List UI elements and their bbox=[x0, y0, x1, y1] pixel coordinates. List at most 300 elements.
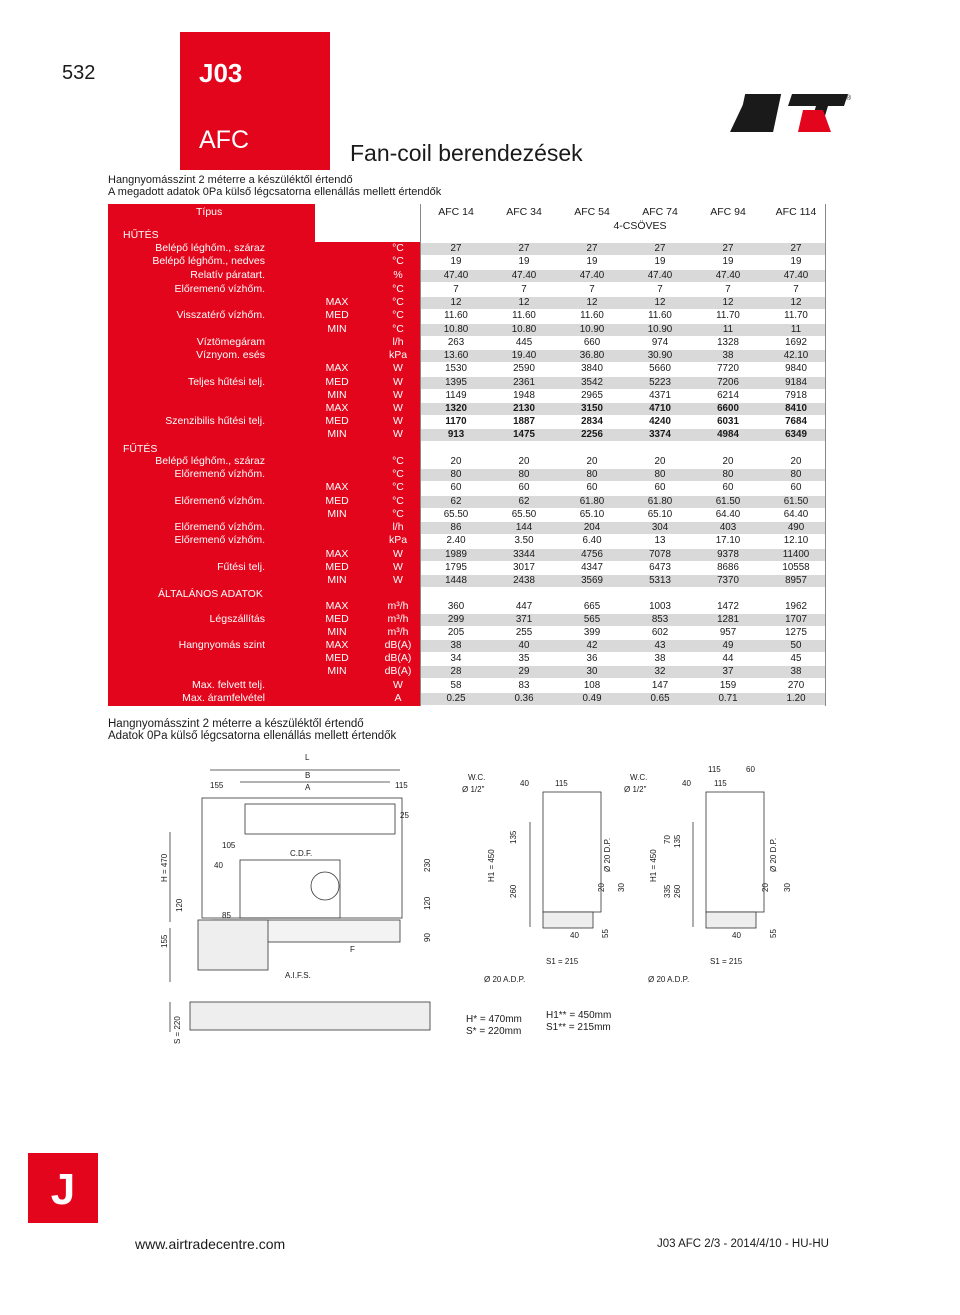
table-cell: 399 bbox=[583, 627, 601, 638]
table-cell: 7918 bbox=[785, 390, 807, 401]
page-subtitle: Fan-coil berendezések bbox=[350, 140, 583, 166]
dim-260a: 260 bbox=[509, 884, 518, 898]
table-cell: 60 bbox=[790, 482, 802, 493]
code-title: J03 bbox=[199, 58, 243, 88]
section-general: ÁLTALÁNOS ADATOK bbox=[158, 588, 263, 600]
table-column-header: AFC 14 bbox=[438, 206, 474, 218]
row-level: MIN bbox=[327, 508, 347, 520]
row-unit: °C bbox=[392, 455, 404, 467]
table-cell: 205 bbox=[447, 627, 465, 638]
table-cell: 11.70 bbox=[716, 310, 740, 321]
table-cell: 11.60 bbox=[444, 310, 468, 321]
table-cell: 64.40 bbox=[715, 509, 741, 520]
table-cell: 65.50 bbox=[443, 509, 469, 520]
footer-url[interactable]: www.airtradecentre.com bbox=[135, 1236, 286, 1252]
dim-120: 120 bbox=[175, 898, 184, 912]
row-level: MIN bbox=[327, 574, 347, 586]
table-cell: 11400 bbox=[782, 549, 810, 560]
table-cell: 2130 bbox=[513, 403, 535, 414]
table-cell: 1989 bbox=[445, 549, 467, 560]
table-cell: 10.90 bbox=[579, 324, 605, 335]
table-cell: 1472 bbox=[717, 601, 739, 612]
table-cell: 1395 bbox=[445, 377, 467, 388]
dim-s1a: S1 = 215 bbox=[546, 957, 579, 966]
table-cell: 12 bbox=[518, 297, 530, 308]
legend-s1: S1** = 215mm bbox=[546, 1022, 611, 1033]
table-cell: 1.20 bbox=[786, 693, 806, 704]
row-unit: °C bbox=[392, 242, 404, 254]
row-label: Belépő léghőm., száraz bbox=[155, 242, 265, 254]
table-cell: 83 bbox=[518, 680, 530, 691]
table-cell: 7078 bbox=[649, 549, 671, 560]
table-cell: 159 bbox=[719, 680, 737, 691]
dim-20a: 20 bbox=[597, 883, 606, 892]
table-cell: 5313 bbox=[649, 575, 671, 586]
table-cell: 12 bbox=[586, 297, 598, 308]
table-cell: 403 bbox=[719, 522, 737, 533]
table-cell: 80 bbox=[518, 469, 530, 480]
dim-A: A bbox=[305, 783, 311, 792]
table-cell: 30 bbox=[586, 666, 598, 677]
table-cell: 7 bbox=[793, 284, 799, 295]
table-cell: 7684 bbox=[785, 416, 807, 427]
table-cell: 64.40 bbox=[783, 509, 809, 520]
table-cell: 1962 bbox=[785, 601, 807, 612]
table-cell: 304 bbox=[651, 522, 669, 533]
table-cell: 47.40 bbox=[783, 270, 809, 281]
dim-115: 115 bbox=[395, 781, 408, 790]
table-cell: 60 bbox=[654, 482, 666, 493]
label-dia1: Ø 1/2" bbox=[462, 785, 485, 794]
table-cell: 86 bbox=[450, 522, 462, 533]
row-unit: kPa bbox=[388, 349, 408, 361]
table-cell: 1948 bbox=[513, 390, 535, 401]
row-label: Fűtési telj. bbox=[217, 561, 265, 573]
table-cell: 1170 bbox=[445, 416, 467, 427]
row-label: Előremenő vízhőm. bbox=[174, 283, 265, 295]
row-label: Belépő léghőm., száraz bbox=[155, 455, 265, 467]
model-title: AFC bbox=[199, 126, 249, 154]
row-unit: °C bbox=[392, 468, 404, 480]
table-cell: 7 bbox=[453, 284, 459, 295]
table-cell: 913 bbox=[447, 429, 465, 440]
table-cell: 80 bbox=[586, 469, 598, 480]
table-cell: 565 bbox=[583, 614, 601, 625]
table-cell: 6214 bbox=[717, 390, 739, 401]
table-frame bbox=[420, 204, 826, 706]
label-cdf: C.D.F. bbox=[290, 849, 313, 858]
table-cell: 4984 bbox=[717, 429, 739, 440]
dim-30a: 30 bbox=[617, 883, 626, 892]
dim-135b: 135 bbox=[673, 834, 682, 848]
dim-55a: 55 bbox=[601, 929, 610, 938]
table-cell: 11.60 bbox=[648, 310, 672, 321]
table-cell: 1281 bbox=[717, 614, 739, 625]
row-label: Hangnyomás szint bbox=[178, 639, 265, 651]
table-cell: 10.90 bbox=[647, 324, 673, 335]
table-cell: 27 bbox=[790, 243, 802, 254]
table-cell: 38 bbox=[790, 666, 802, 677]
table-cell: 957 bbox=[719, 627, 737, 638]
table-cell: 65.10 bbox=[647, 509, 673, 520]
table-column-header: AFC 74 bbox=[642, 206, 678, 218]
legend-s: S* = 220mm bbox=[466, 1026, 522, 1037]
row-unit: W bbox=[393, 415, 403, 427]
dim-115b: 115 bbox=[708, 765, 721, 774]
page-number: 532 bbox=[62, 62, 96, 84]
row-level: MIN bbox=[327, 626, 347, 638]
table-cell: 60 bbox=[586, 482, 598, 493]
table-cell: 13 bbox=[654, 535, 666, 546]
label-f: F bbox=[350, 945, 355, 954]
table-cell: 602 bbox=[651, 627, 669, 638]
table-cell: 108 bbox=[583, 680, 601, 691]
row-unit: dB(A) bbox=[384, 652, 412, 664]
table-cell: 12 bbox=[450, 297, 462, 308]
label-aifs: A.I.F.S. bbox=[285, 971, 311, 980]
row-unit: m³/h bbox=[387, 600, 409, 612]
dim-155: 155 bbox=[210, 781, 224, 790]
table-cell: 4756 bbox=[581, 549, 603, 560]
table-column-header: AFC 54 bbox=[574, 206, 610, 218]
dim-s1b: S1 = 215 bbox=[710, 957, 743, 966]
table-cell: 13.60 bbox=[443, 350, 469, 361]
row-level: MAX bbox=[325, 481, 349, 493]
table-cell: 27 bbox=[586, 243, 598, 254]
table-cell: 447 bbox=[515, 601, 533, 612]
table-cell: 60 bbox=[518, 482, 530, 493]
dim-40d: 40 bbox=[732, 931, 741, 940]
table-cell: 8686 bbox=[717, 562, 739, 573]
table-cell: 1707 bbox=[785, 614, 807, 625]
table-cell: 7720 bbox=[717, 363, 739, 374]
table-cell: 49 bbox=[722, 640, 734, 651]
table-cell: 1530 bbox=[445, 363, 467, 374]
row-unit: W bbox=[393, 428, 403, 440]
legend-h1: H1** = 450mm bbox=[546, 1010, 612, 1021]
table-cell: 853 bbox=[651, 614, 669, 625]
dim-70: 70 bbox=[663, 835, 672, 844]
table-cell: 19 bbox=[654, 256, 666, 267]
table-cell: 144 bbox=[515, 522, 533, 533]
row-level: MED bbox=[325, 376, 349, 388]
row-level: MIN bbox=[327, 428, 347, 440]
dim-115a: 115 bbox=[555, 779, 568, 788]
row-unit: W bbox=[393, 548, 403, 560]
table-cell: 665 bbox=[583, 601, 601, 612]
table-cell: 2361 bbox=[513, 377, 535, 388]
footer-reference: J03 AFC 2/3 - 2014/4/10 - HU-HU bbox=[657, 1238, 829, 1250]
dim-85: 85 bbox=[222, 911, 231, 920]
table-cell: 60 bbox=[722, 482, 734, 493]
legend-h: H* = 470mm bbox=[466, 1014, 522, 1025]
table-cell: 12 bbox=[654, 297, 666, 308]
row-label: Belépő léghőm., nedves bbox=[152, 255, 265, 267]
dim-90: 90 bbox=[423, 933, 432, 942]
table-cell: 61.80 bbox=[579, 496, 605, 507]
table-cell: 11 bbox=[790, 324, 802, 335]
row-unit: dB(A) bbox=[384, 665, 412, 677]
dim-230: 230 bbox=[423, 858, 432, 872]
row-unit: dB(A) bbox=[384, 639, 412, 651]
table-cell: 20 bbox=[586, 456, 598, 467]
table-cell: 38 bbox=[450, 640, 462, 651]
table-cell: 44 bbox=[722, 653, 734, 664]
row-level: MED bbox=[325, 652, 349, 664]
table-cell: 3017 bbox=[513, 562, 535, 573]
row-unit: °C bbox=[392, 255, 404, 267]
table-cell: 19 bbox=[518, 256, 530, 267]
dim-335: 335 bbox=[663, 884, 672, 898]
table-cell: 27 bbox=[654, 243, 666, 254]
row-unit: W bbox=[393, 389, 403, 401]
table-cell: 60 bbox=[450, 482, 462, 493]
row-unit: °C bbox=[392, 481, 404, 493]
row-unit: °C bbox=[392, 309, 404, 321]
row-label: Víznyom. esés bbox=[196, 349, 265, 361]
row-label: Max. áramfelvétel bbox=[182, 692, 265, 704]
table-cell: 80 bbox=[722, 469, 734, 480]
table-cell: 34 bbox=[450, 653, 462, 664]
table-cell: 35 bbox=[518, 653, 530, 664]
table-cell: 38 bbox=[722, 350, 734, 361]
table-cell: 255 bbox=[515, 627, 533, 638]
svg-text:®: ® bbox=[846, 95, 852, 102]
row-level: MED bbox=[325, 561, 349, 573]
row-unit: kPa bbox=[388, 534, 408, 546]
table-cell: 19 bbox=[722, 256, 734, 267]
table-cell: 263 bbox=[447, 337, 465, 348]
table-cell: 2438 bbox=[513, 575, 535, 586]
table-cell: 40 bbox=[518, 640, 530, 651]
dim-260b: 260 bbox=[673, 884, 682, 898]
row-level: MAX bbox=[325, 600, 349, 612]
label-adp2: Ø 20 A.D.P. bbox=[648, 975, 690, 984]
table-cell: 1320 bbox=[445, 403, 467, 414]
table-cell: 3.50 bbox=[514, 535, 534, 546]
table-cell: 371 bbox=[515, 614, 533, 625]
table-cell: 30.90 bbox=[647, 350, 673, 361]
table-cell: 12 bbox=[722, 297, 734, 308]
note-mid: Hangnyomásszint 2 méterre a készüléktől értendő Adatok 0Pa külső légcsatorna ellenállás mellett értendők bbox=[108, 718, 397, 742]
row-unit: °C bbox=[392, 323, 404, 335]
dim-40b: 40 bbox=[570, 931, 579, 940]
table-cell: 65.10 bbox=[579, 509, 605, 520]
dim-115c: 115 bbox=[714, 779, 727, 788]
row-label: Előremenő vízhőm. bbox=[174, 534, 265, 546]
row-level: MIN bbox=[327, 389, 347, 401]
table-cell: 80 bbox=[654, 469, 666, 480]
technical-drawing bbox=[150, 752, 830, 1052]
atc-logo bbox=[728, 90, 854, 136]
row-unit: W bbox=[393, 679, 403, 691]
table-cell: 147 bbox=[651, 680, 669, 691]
table-cell: 9840 bbox=[785, 363, 807, 374]
row-unit: m³/h bbox=[387, 613, 409, 625]
table-cell: 9378 bbox=[717, 549, 739, 560]
row-unit: l/h bbox=[392, 521, 404, 533]
dim-135a: 135 bbox=[509, 830, 518, 844]
table-cell: 47.40 bbox=[511, 270, 537, 281]
table-cell: 12 bbox=[790, 297, 802, 308]
table-cell: 5660 bbox=[649, 363, 671, 374]
label-dp2: Ø 20 D.P. bbox=[769, 837, 778, 872]
table-column-header: AFC 94 bbox=[710, 206, 746, 218]
dim-30b: 30 bbox=[783, 883, 792, 892]
table-cell: 20 bbox=[722, 456, 734, 467]
row-label: Visszatérő vízhőm. bbox=[176, 309, 265, 321]
table-cell: 36.80 bbox=[579, 350, 605, 361]
row-unit: W bbox=[393, 376, 403, 388]
table-cell: 80 bbox=[790, 469, 802, 480]
table-cell: 1149 bbox=[445, 390, 467, 401]
table-cell: 61.50 bbox=[783, 496, 809, 507]
row-unit: °C bbox=[392, 283, 404, 295]
table-cell: 1475 bbox=[513, 429, 535, 440]
table-cell: 62 bbox=[450, 496, 462, 507]
table-type-label: Típus bbox=[196, 206, 223, 218]
table-cell: 47.40 bbox=[647, 270, 673, 281]
table-cell: 61.80 bbox=[647, 496, 673, 507]
row-level: MAX bbox=[325, 402, 349, 414]
label-dia2: Ø 1/2" bbox=[624, 785, 647, 794]
row-unit: % bbox=[393, 269, 403, 281]
table-cell: 62 bbox=[518, 496, 530, 507]
table-cell: 7206 bbox=[717, 377, 739, 388]
table-cell: 6600 bbox=[717, 403, 739, 414]
row-label: Előremenő vízhőm. bbox=[174, 495, 265, 507]
table-cell: 58 bbox=[450, 680, 462, 691]
table-cell: 204 bbox=[583, 522, 601, 533]
table-cell: 7 bbox=[521, 284, 527, 295]
table-cell: 19.40 bbox=[511, 350, 537, 361]
table-cell: 3569 bbox=[581, 575, 603, 586]
table-cell: 2.40 bbox=[446, 535, 466, 546]
table-cell: 0.65 bbox=[650, 693, 670, 704]
row-label: Előremenő vízhőm. bbox=[174, 521, 265, 533]
table-cell: 11 bbox=[722, 324, 734, 335]
row-unit: W bbox=[393, 561, 403, 573]
dim-h1a: H1 = 450 bbox=[487, 849, 496, 882]
table-cell: 10558 bbox=[782, 562, 810, 573]
table-cell: 8410 bbox=[785, 403, 807, 414]
dim-B: B bbox=[305, 771, 311, 780]
table-cell: 17.10 bbox=[715, 535, 741, 546]
table-cell: 11.70 bbox=[784, 310, 808, 321]
table-cell: 2834 bbox=[581, 416, 603, 427]
table-cell: 9184 bbox=[785, 377, 807, 388]
table-cell: 10.80 bbox=[511, 324, 537, 335]
table-cell: 7370 bbox=[717, 575, 739, 586]
label-wc2: W.C. bbox=[630, 773, 648, 782]
dim-L: L bbox=[305, 753, 310, 762]
table-cell: 27 bbox=[722, 243, 734, 254]
row-unit: W bbox=[393, 402, 403, 414]
table-cell: 3344 bbox=[513, 549, 535, 560]
table-cell: 37 bbox=[722, 666, 734, 677]
table-cell: 7 bbox=[725, 284, 731, 295]
row-level: MAX bbox=[325, 548, 349, 560]
table-cell: 1795 bbox=[445, 562, 467, 573]
row-label: Relatív páratart. bbox=[190, 269, 265, 281]
table-cell: 8957 bbox=[785, 575, 807, 586]
table-cell: 11.60 bbox=[512, 310, 536, 321]
table-cell: 10.80 bbox=[443, 324, 469, 335]
table-cell: 3374 bbox=[649, 429, 671, 440]
row-label: Teljes hűtési telj. bbox=[187, 376, 265, 388]
table-cell: 3542 bbox=[581, 377, 603, 388]
table-cell: 490 bbox=[787, 522, 805, 533]
table-cell: 1448 bbox=[445, 575, 467, 586]
table-cell: 43 bbox=[654, 640, 666, 651]
dim-120b: 120 bbox=[423, 896, 432, 910]
table-cell: 47.40 bbox=[715, 270, 741, 281]
row-unit: °C bbox=[392, 508, 404, 520]
table-cell: 2256 bbox=[581, 429, 603, 440]
row-level: MAX bbox=[325, 362, 349, 374]
table-cell: 6473 bbox=[649, 562, 671, 573]
table-cell: 3840 bbox=[581, 363, 603, 374]
table-cell: 47.40 bbox=[443, 270, 469, 281]
row-label: Víztömegáram bbox=[196, 336, 265, 348]
table-cell: 270 bbox=[787, 680, 805, 691]
table-cell: 0.49 bbox=[582, 693, 602, 704]
row-unit: °C bbox=[392, 296, 404, 308]
table-cell: 1692 bbox=[785, 337, 807, 348]
row-unit: W bbox=[393, 574, 403, 586]
table-cell: 299 bbox=[447, 614, 465, 625]
table-cell: 47.40 bbox=[579, 270, 605, 281]
row-label: Légszállítás bbox=[209, 613, 265, 625]
table-cell: 27 bbox=[518, 243, 530, 254]
dim-25: 25 bbox=[400, 811, 409, 820]
note-top: Hangnyomásszint 2 méterre a készüléktől értendő A megadott adatok 0Pa külső légcsatorna ellenállás mellett értendők bbox=[108, 174, 442, 198]
table-cell: 0.25 bbox=[446, 693, 466, 704]
table-cell: 4371 bbox=[649, 390, 671, 401]
row-level: MIN bbox=[327, 323, 347, 335]
table-cell: 4710 bbox=[649, 403, 671, 414]
table-cell: 1003 bbox=[649, 601, 671, 612]
table-cell: 38 bbox=[654, 653, 666, 664]
table-cell: 32 bbox=[654, 666, 666, 677]
dim-s220: S = 220 bbox=[173, 1016, 182, 1044]
table-cell: 19 bbox=[790, 256, 802, 267]
table-cell: 20 bbox=[654, 456, 666, 467]
label-adp1: Ø 20 A.D.P. bbox=[484, 975, 526, 984]
table-cell: 1275 bbox=[785, 627, 807, 638]
chapter-tab: J bbox=[28, 1153, 98, 1223]
row-label: Szenzibilis hűtési telj. bbox=[165, 415, 265, 427]
dim-155v: 155 bbox=[160, 934, 169, 948]
table-cell: 7 bbox=[657, 284, 663, 295]
table-cell: 27 bbox=[450, 243, 462, 254]
dim-55b: 55 bbox=[769, 929, 778, 938]
table-subheader: 4-CSÖVES bbox=[613, 220, 667, 232]
dim-20b: 20 bbox=[761, 883, 770, 892]
table-cell: 42.10 bbox=[783, 350, 809, 361]
dim-40c: 40 bbox=[682, 779, 691, 788]
row-label: Max. felvett telj. bbox=[192, 679, 265, 691]
row-level: MED bbox=[325, 415, 349, 427]
dim-105: 105 bbox=[222, 841, 236, 850]
label-wc1: W.C. bbox=[468, 773, 486, 782]
row-level: MAX bbox=[325, 639, 349, 651]
table-cell: 7 bbox=[589, 284, 595, 295]
table-cell: 61.50 bbox=[715, 496, 741, 507]
table-cell: 660 bbox=[583, 337, 601, 348]
row-unit: m³/h bbox=[387, 626, 409, 638]
table-cell: 45 bbox=[790, 653, 802, 664]
